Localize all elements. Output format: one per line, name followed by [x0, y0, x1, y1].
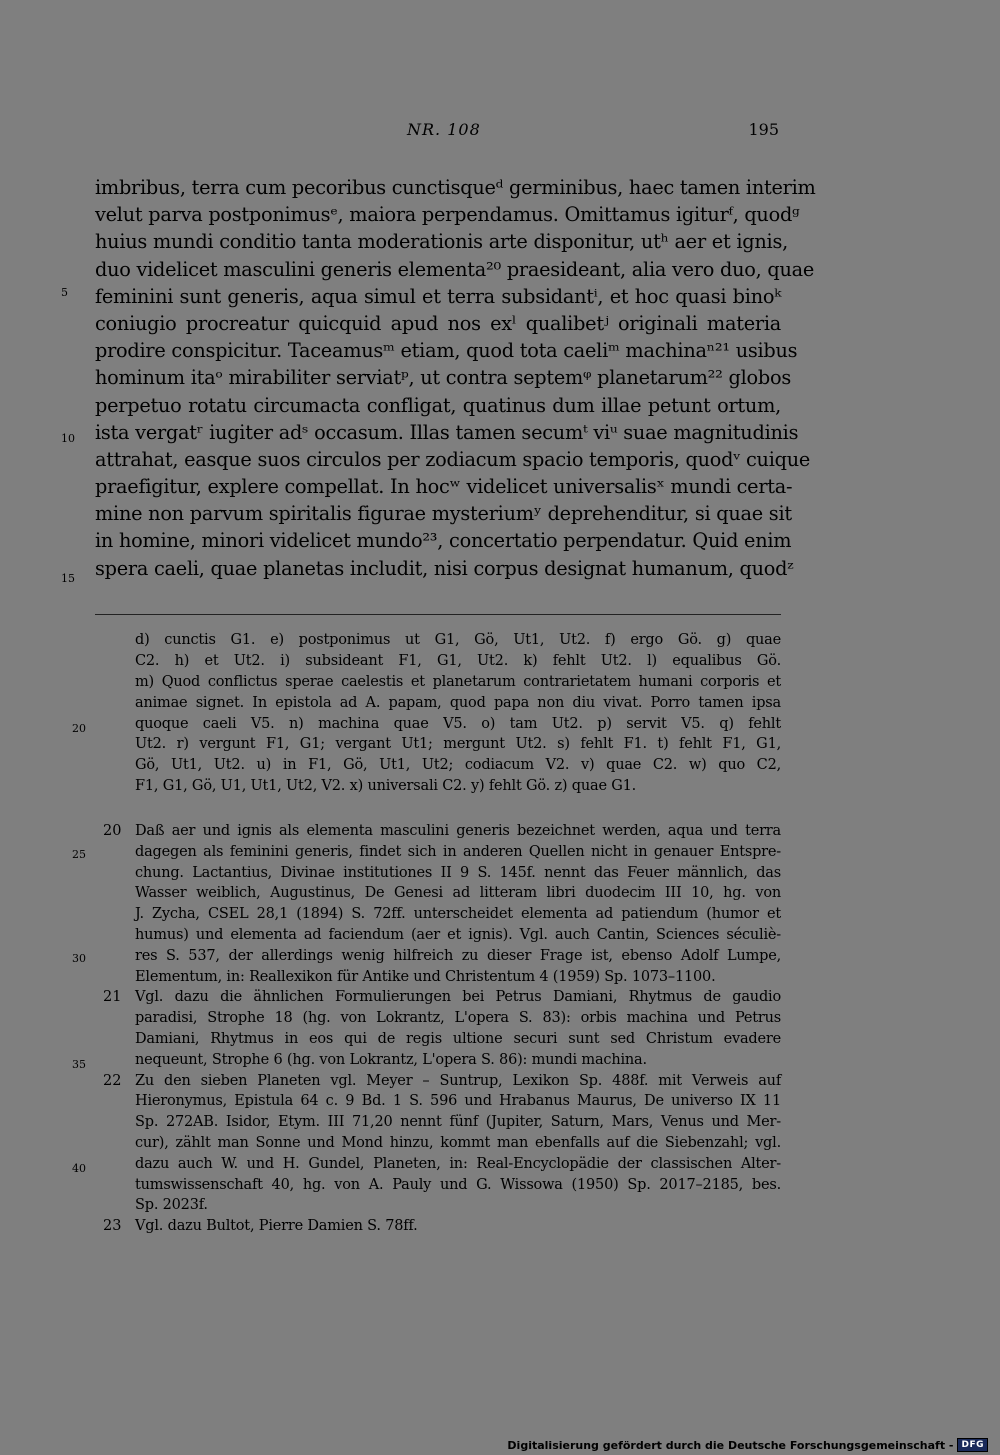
footnote-line: tumswissenschaft 40, hg. von A. Pauly und G. Wissowa (1950) Sp. 2017–2185, bes.: [135, 1176, 781, 1193]
footnote-line: Daß aer und ignis als elementa masculini generis bezeichnet werden, aqua und terra: [135, 823, 781, 839]
footnote: [103, 1071, 781, 1217]
text-line: perpetuo rotatu circumacta confligat, quatinus dum illae petunt ortum,: [95, 393, 781, 417]
footnote: [103, 821, 781, 987]
text-line: imbribus, terra cum pecoribus cunctisqueᵈ germinibus, haec tamen interim: [95, 176, 816, 199]
digitization-credit: [507, 1437, 988, 1453]
apparatus-line: m) Quod conflictus sperae caelestis et planetarum contrarietatem humani corporis et: [135, 673, 781, 690]
text-line: feminini sunt generis, aqua simul et terra subsidantⁱ, et hoc quasi binoᵏ: [95, 284, 781, 308]
footnote-line: Hieronymus, Epistula 64 c. 9 Bd. 1 S. 596 und Hrabanus Maurus, De universo IX 11: [135, 1093, 781, 1110]
text-line: coniugio procreatur quicquid apud nos exˡ qualibetʲ originali materia: [95, 311, 781, 335]
footnote-line: J. Zycha, CSEL 28,1 (1894) S. 72ff. unterscheidet elementa ad patiendum (humor et: [135, 906, 781, 923]
footnote-line: nequeunt, Strophe 6 (hg. von Lokrantz, L'opera S. 86): mundi machina.: [135, 1051, 647, 1068]
apparatus-line: quoque caeli V5. n) machina quae V5. o) tam Ut2. p) servit V5. q) fehlt: [135, 715, 781, 732]
footnote-line: Zu den sieben Planeten vgl. Meyer – Suntrup, Lexikon Sp. 488f. mit Verweis auf: [135, 1072, 781, 1089]
footnote: [103, 1216, 781, 1237]
text-line: hominum itaᵒ mirabiliter serviatᵖ, ut contra septemᵠ planetarum²² globos: [95, 366, 791, 390]
line-number: 35: [72, 1058, 86, 1071]
footnote-number: 23: [103, 1218, 122, 1235]
apparatus-line: d) cunctis G1. e) postponimus ut G1, Gö, Ut1, Ut2. f) ergo Gö. g) quae: [135, 632, 781, 648]
footnote-line: Vgl. dazu Bultot, Pierre Damien S. 78ff.: [135, 1218, 418, 1235]
line-number: 10: [61, 432, 75, 445]
text-line: huius mundi conditio tanta moderationis arte disponitur, utʰ aer et ignis,: [95, 230, 788, 254]
footnote-line: humus) und elementa ad faciendum (aer et ignis). Vgl. auch Cantin, Sciences séculiè-: [135, 926, 781, 943]
footnote-line: paradisi, Strophe 18 (hg. von Lokrantz, L'opera S. 83): orbis machina und Petrus: [135, 1010, 781, 1027]
footnote-number: 22: [103, 1072, 122, 1089]
footnote: [103, 987, 781, 1070]
footnote-line: Wasser weiblich, Augustinus, De Genesi ad litteram libri duodecim III 10, hg. von: [135, 885, 781, 902]
text-line: in homine, minori videlicet mundo²³, concertatio perpendatur. Quid enim: [95, 529, 792, 553]
footnotes: [103, 821, 781, 1237]
main-text: [61, 174, 816, 585]
text-line: praefigitur, explere compellat. In hocʷ videlicet universalisˣ mundi certa-: [95, 475, 793, 499]
line-number: 25: [72, 848, 86, 861]
credit-text: Digitalisierung gefördert durch die Deutsche Forschungsgemeinschaft -: [507, 1438, 954, 1452]
footnote-number: 21: [103, 989, 122, 1006]
apparatus-line: C2. h) et Ut2. i) subsideant F1, G1, Ut2. k) fehlt Ut2. l) equalibus Gö.: [135, 652, 781, 669]
line-number: 15: [61, 572, 75, 585]
apparatus-line: Ut2. r) vergunt F1, G1; vergant Ut1; mergunt Ut2. s) fehlt F1. t) fehlt F1, G1,: [135, 736, 781, 753]
text-line: duo videlicet masculini generis elementa²⁰ praesideant, alia vero duo, quae: [95, 257, 815, 281]
critical-apparatus: [135, 630, 781, 797]
header-title: NR. 108: [407, 120, 481, 139]
footnote-line: Elementum, in: Reallexikon für Antike und Christentum 4 (1959) Sp. 1073–1100.: [135, 968, 716, 985]
apparatus-line: F1, G1, Gö, U1, Ut1, Ut2, V2. x) universali C2. y) fehlt Gö. z) quae G1.: [135, 778, 637, 795]
footnote-line: chung. Lactantius, Divinae institutiones II 9 S. 145f. nennt das Feuer männlich, das: [135, 864, 781, 881]
text-line: velut parva postponimusᵉ, maiora perpendamus. Omittamus igiturᶠ, quodᵍ: [95, 203, 800, 227]
apparatus-line: animae signet. In epistola ad A. papam, quod papa non diu vivat. Porro tamen ipsa: [135, 694, 781, 711]
text-line: ista vergatʳ iugiter adˢ occasum. Illas tamen secumᵗ viᵘ suae magnitudinis: [95, 420, 799, 444]
footnote-line: cur), zählt man Sonne und Mond hinzu, kommt man ebenfalls auf die Siebenzahl; vgl.: [135, 1134, 781, 1151]
footnote-number: 20: [103, 823, 122, 839]
dfg-logo: DFG: [957, 1438, 988, 1452]
page-number: 195: [748, 120, 779, 139]
text-line: mine non parvum spiritalis figurae mysteriumʸ deprehenditur, si quae sit: [95, 502, 792, 526]
footnote-line: Sp. 272AB. Isidor, Etym. III 71,20 nennt fünf (Jupiter, Saturn, Mars, Venus und Mer-: [135, 1114, 781, 1131]
footnote-separator: [95, 614, 781, 615]
footnote-line: Vgl. dazu die ähnlichen Formulierungen bei Petrus Damiani, Rhytmus de gaudio: [135, 989, 781, 1006]
footnote-line: res S. 537, der allerdings wenig hilfreich zu dieser Frage ist, ebenso Adolf Lumpe,: [135, 947, 781, 964]
footnote-line: dazu auch W. und H. Gundel, Planeten, in: Real-Encyclopädie der classischen Alter-: [135, 1155, 781, 1172]
footnote-line: dagegen als feminini generis, findet sich in anderen Quellen nicht in genauer Entspre-: [135, 843, 781, 860]
running-header: [95, 120, 781, 144]
line-number: 30: [72, 952, 86, 965]
text-line: spera caeli, quae planetas includit, nisi corpus designat humanum, quodᶻ: [95, 556, 794, 580]
footnote-line: Damiani, Rhytmus in eos qui de regis ultione securi sunt sed Christum evadere: [135, 1030, 781, 1047]
line-number: 20: [72, 722, 86, 735]
footnote-line: Sp. 2023f.: [135, 1197, 208, 1214]
line-number: 5: [61, 286, 68, 299]
text-line: prodire conspicitur. Taceamusᵐ etiam, quod tota caeliᵐ machinaⁿ²¹ usibus: [95, 339, 798, 363]
text-line: attrahat, easque suos circulos per zodiacum spacio temporis, quodᵛ cuique: [95, 447, 811, 471]
line-number: 40: [72, 1162, 86, 1175]
apparatus-line: Gö, Ut1, Ut2. u) in F1, Gö, Ut1, Ut2; codiacum V2. v) quae C2. w) quo C2,: [135, 757, 781, 774]
